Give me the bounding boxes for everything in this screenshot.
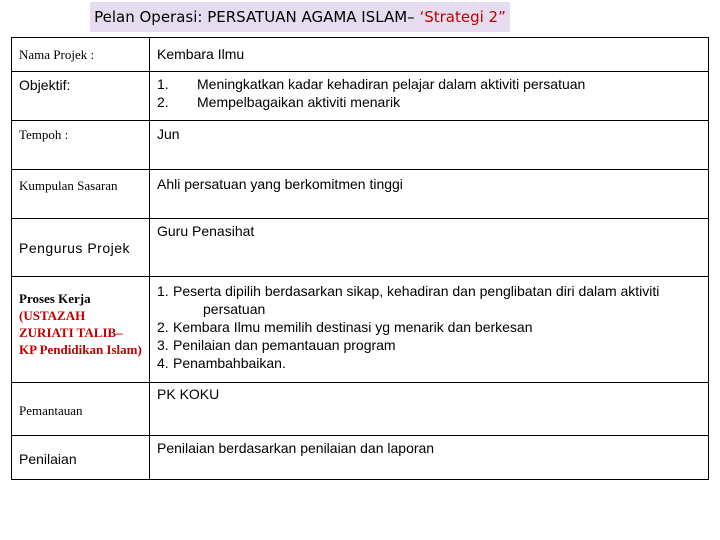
kumpulan-value: Ahli persatuan yang berkomitmen tinggi	[157, 176, 403, 192]
list-item	[157, 93, 702, 111]
penilaian-label: Penilaian	[19, 451, 77, 467]
tempoh-value: Jun	[157, 126, 180, 142]
proses-label-title: Proses Kerja	[19, 291, 91, 306]
row-kumpulan-sasaran	[12, 170, 709, 219]
list-text: Mempelbagaikan aktiviti menarik	[197, 94, 401, 110]
row-proses-kerja	[12, 277, 709, 383]
pengurus-value: Guru Penasihat	[157, 223, 255, 239]
list-text: Penambahbaikan.	[173, 355, 286, 371]
objektif-list	[157, 75, 702, 111]
list-text: Kembara Ilmu memilih destinasi yg menarik dan berkesan	[173, 319, 533, 335]
proses-label	[19, 290, 143, 358]
label-cell	[12, 277, 150, 383]
list-text: persatuan	[203, 301, 266, 317]
pemantauan-value: PK KOKU	[157, 386, 220, 402]
list-number: 1.	[157, 283, 169, 299]
label-cell	[12, 436, 150, 480]
label-cell	[12, 72, 150, 121]
label-cell	[12, 170, 150, 219]
value-cell	[150, 72, 709, 121]
proses-label-person: (USTAZAH ZURIATI TALIB– KP Pendidikan Islam)	[19, 308, 142, 357]
value-cell	[150, 277, 709, 383]
list-number: 2.	[157, 94, 169, 110]
value-cell	[150, 436, 709, 480]
list-text: Penilaian dan pemantauan program	[173, 337, 396, 353]
penilaian-value: Penilaian berdasarkan penilaian dan laporan	[157, 440, 435, 456]
nama-projek-value: Kembara Ilmu	[157, 46, 245, 62]
objektif-label: Objektif:	[19, 77, 71, 93]
nama-projek-label: Nama Projek :	[19, 47, 95, 62]
list-item	[157, 282, 702, 300]
list-number: 3.	[157, 337, 169, 353]
list-item-continuation	[157, 300, 702, 318]
row-nama-projek	[12, 38, 709, 72]
list-item	[157, 336, 702, 354]
label-cell	[12, 38, 150, 72]
list-item	[157, 318, 702, 336]
list-item	[157, 354, 702, 372]
pemantauan-label: Pemantauan	[19, 403, 83, 418]
kumpulan-label: Kumpulan Sasaran	[19, 178, 118, 193]
pengurus-label: Pengurus Projek	[19, 240, 131, 256]
label-cell	[12, 383, 150, 436]
row-objektif	[12, 72, 709, 121]
list-number: 2.	[157, 319, 169, 335]
label-cell	[12, 121, 150, 170]
value-cell	[150, 38, 709, 72]
tempoh-label: Tempoh :	[19, 127, 69, 142]
row-pengurus-projek	[12, 219, 709, 277]
title-accent: ‘Strategi 2”	[419, 8, 506, 26]
proses-list	[157, 282, 702, 372]
row-tempoh	[12, 121, 709, 170]
value-cell	[150, 170, 709, 219]
label-cell	[12, 219, 150, 277]
list-number: 4.	[157, 355, 169, 371]
row-pemantauan	[12, 383, 709, 436]
value-cell	[150, 219, 709, 277]
title-prefix: Pelan Operasi: PERSATUAN AGAMA ISLAM–	[94, 8, 420, 26]
value-cell	[150, 121, 709, 170]
value-cell	[150, 383, 709, 436]
row-penilaian	[12, 436, 709, 480]
list-text: Peserta dipilih berdasarkan sikap, kehadiran dan penglibatan diri dalam aktiviti	[173, 283, 660, 299]
list-number: 1.	[157, 76, 169, 92]
list-text: Meningkatkan kadar kehadiran pelajar dalam aktiviti persatuan	[197, 76, 586, 92]
page-title	[90, 2, 510, 32]
plan-table	[11, 37, 709, 480]
list-item	[157, 75, 702, 93]
